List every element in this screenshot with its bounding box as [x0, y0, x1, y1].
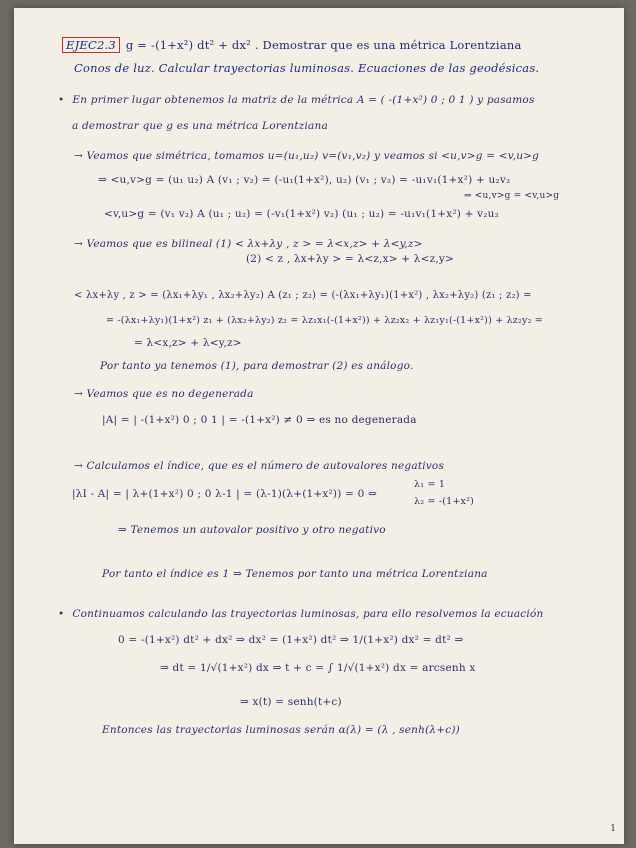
lorentzian-conclusion: Por tanto el índice es 1 ⇒ Tenemos por tanto una métrica Lorentziana — [102, 568, 488, 580]
determinant-line: |A| = | -(1+x²) 0 ; 0 1 | = -(1+x²) ≠ 0 ⇒ es no degenerada — [102, 414, 417, 426]
index-step: → Calculamos el índice, que es el número de autovalores negativos — [74, 460, 445, 472]
trajectory-conclusion: Entonces las trayectorias luminosas serán α(λ) = (λ , senh(λ+c)) — [102, 724, 460, 736]
bilinear-expansion-2: = -(λx₁+λy₁)(1+x²) z₁ + (λx₂+λy₂) z₂ = λz₁x₁(-(1+x²)) + λz₂x₂ + λz₁y₁(-(1+x²)) + λz₂y₂ = — [106, 315, 543, 326]
bullet-paragraph-2 — [58, 608, 543, 620]
bilinear-result: = λ<x,z> + λ<y,z> — [134, 337, 242, 349]
symmetry-vu: <v,u>g = (v₁ v₂) A (u₁ ; u₂) = (-v₁(1+x²) v₂) (u₁ ; u₂) = -u₁v₁(1+x²) + v₂u₂ — [104, 208, 500, 220]
trajectory-solution: ⇒ x(t) = senh(t+c) — [240, 696, 342, 708]
lorentzian-intro: a demostrar que g es una métrica Lorentziana — [72, 120, 328, 132]
symmetry-uv: ⇒ <u,v>g = (u₁ u₂) A (v₁ ; v₂) = (-u₁(1+x²), u₂) (v₁ ; v₂) = -u₁v₁(1+x²) + u₂v₂ — [98, 174, 511, 186]
bullet-dot: • — [58, 94, 65, 106]
metric-matrix-text: En primer lugar obtenemos la matriz de la métrica A = ( -(1+x²) 0 ; 0 1 ) y pasamos — [72, 94, 535, 106]
symmetry-conclusion: ⇒ <u,v>g = <v,u>g — [464, 191, 560, 201]
symmetry-step: → Veamos que simétrica, tomamos u=(u₁,u₂) v=(v₁,v₂) y veamos si <u,v>g = <v,u>g — [74, 150, 540, 162]
integration-step: ⇒ dt = 1/√(1+x²) dx ⇒ t + c = ∫ 1/√(1+x²) dx = arcsenh x — [160, 662, 476, 674]
eigenvalue-1: λ₁ = 1 — [414, 479, 446, 490]
bilinear-conclusion: Por tanto ya tenemos (1), para demostrar (2) es análogo. — [100, 360, 414, 372]
light-trajectories-intro: Continuamos calculando las trayectorias luminosas, para ello resolvemos la ecuación — [72, 608, 544, 620]
characteristic-polynomial: |λI - A| = | λ+(1+x²) 0 ; 0 λ-1 | = (λ-1)(λ+(1+x²)) = 0 ⇔ — [72, 488, 377, 500]
null-equation: 0 = -(1+x²) dt² + dx² ⇒ dx² = (1+x²) dt² ⇒ 1/(1+x²) dx² = dt² ⇒ — [118, 634, 464, 646]
exercise-statement-line2: Conos de luz. Calcular trayectorias luminosas. Ecuaciones de las geodésicas. — [74, 61, 540, 75]
page-number: 1 — [610, 824, 616, 834]
exercise-label: EJEC2.3 — [62, 37, 120, 53]
bilinear-property-2: (2) < z , λx+λy > = λ<z,x> + λ<z,y> — [246, 253, 455, 265]
bullet-paragraph-1 — [58, 94, 535, 106]
exercise-header — [62, 38, 522, 52]
bullet-dot: • — [58, 608, 65, 620]
eigenvalue-signs: ⇒ Tenemos un autovalor positivo y otro negativo — [118, 524, 386, 536]
bilinear-expansion-1: < λx+λy , z > = (λx₁+λy₁ , λx₂+λy₂) A (z₁ ; z₂) = (-(λx₁+λy₁)(1+x²) , λx₂+λy₂) (z₁ ; z₂) = — [74, 290, 532, 301]
eigenvalue-2: λ₂ = -(1+x²) — [414, 496, 475, 507]
exercise-statement-line1: g = -(1+x²) dt² + dx² . Demostrar que es una métrica Lorentziana — [125, 38, 522, 52]
notebook-page — [14, 8, 624, 844]
bilinear-step: → Veamos que es bilineal (1) < λx+λy , z > = λ<x,z> + λ<y,z> — [74, 238, 423, 250]
nondegenerate-step: → Veamos que es no degenerada — [74, 388, 254, 400]
